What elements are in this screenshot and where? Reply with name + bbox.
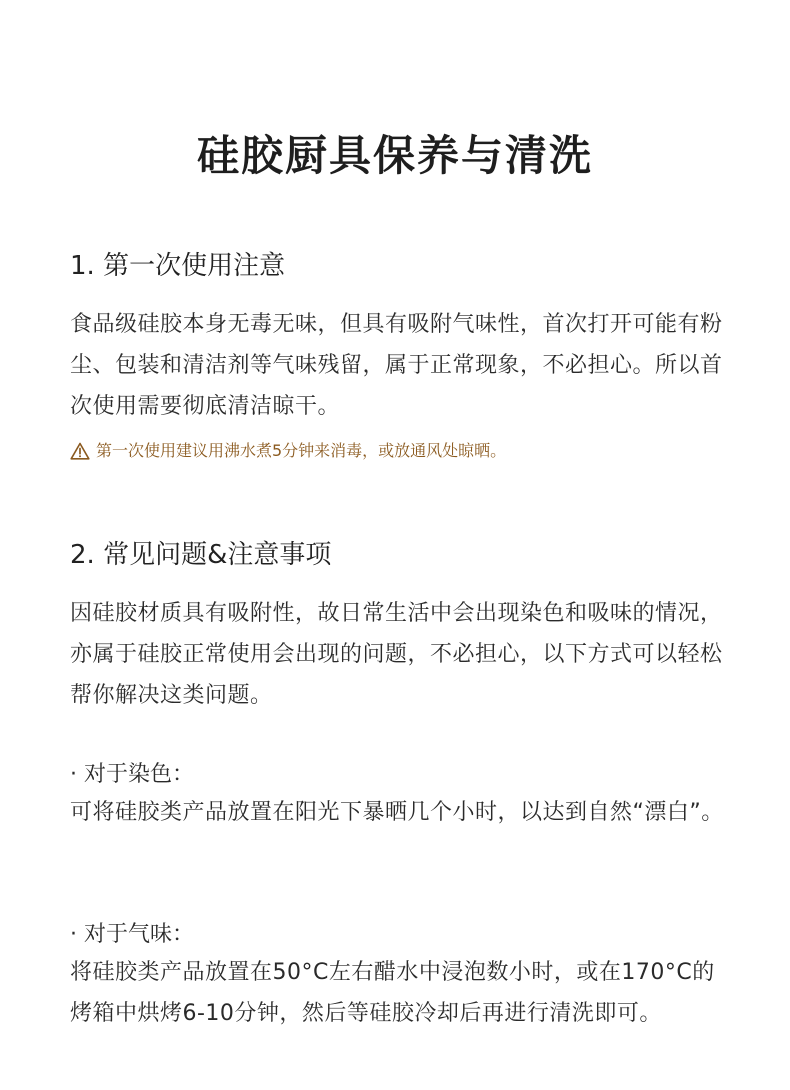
section-1-note [70,438,740,464]
page-title: 硅胶厨具保养与清洗 [196,131,593,180]
stain-tip-label: · 对于染色： [70,762,194,787]
section-1-paragraph: 食品级硅胶本身无毒无味，但具有吸附气味性，首次打开可能有粉尘、包装和清洁剂等气味残留，属于正常现象，不必担心。所以首次使用需要彻底清洁晾干。 [70,312,723,419]
section-2-heading: 2. 常见问题&注意事项 [70,540,332,570]
section-2-paragraph: 因硅胶材质具有吸附性，故日常生活中会出现染色和吸味的情况，亦属于硅胶正常使用会出现的问题，不必担心，以下方式可以轻松帮你解决这类问题。 [70,601,723,708]
stain-tip-text: 可将硅胶类产品放置在阳光下暴晒几个小时，以达到自然“漂白”。 [70,800,724,825]
odor-tip-label: · 对于气味： [70,922,194,947]
warning-triangle-icon [70,442,90,460]
odor-tip-text: 将硅胶类产品放置在50°C左右醋水中浸泡数小时，或在170°C的烤箱中烘烤6-10分钟，然后等硅胶冷却后再进行清洗即可。 [70,960,715,1026]
section-1-heading: 1. 第一次使用注意 [70,251,286,281]
section-1-note-text: 第一次使用建议用沸水煮5分钟来消毒，或放通风处晾晒。 [96,441,507,460]
